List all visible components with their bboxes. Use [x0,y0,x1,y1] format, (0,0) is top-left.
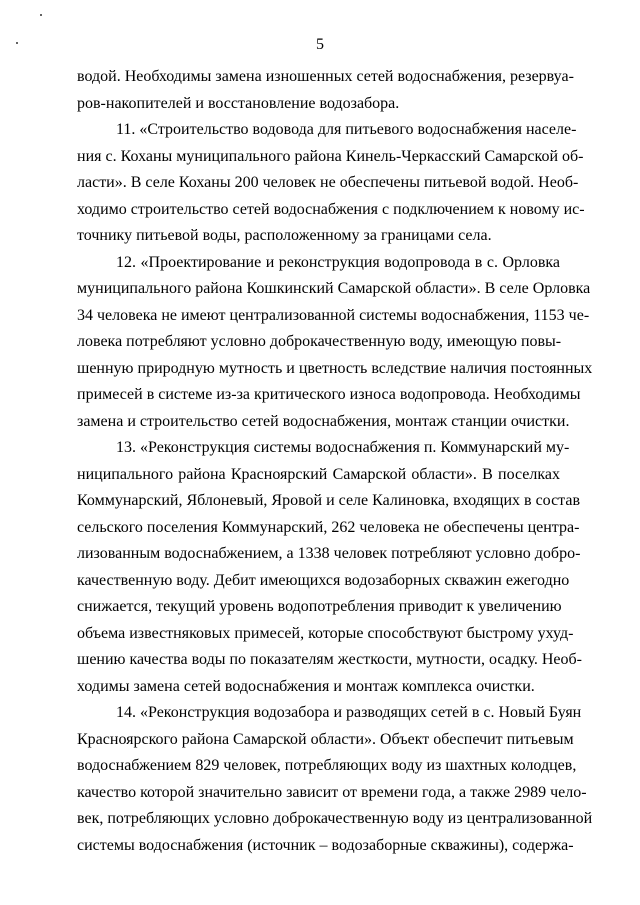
text-line: 14. «Реконструкция водозабора и разводящих сетей в с. Новый Буян [116,704,582,721]
paragraph-item-13 [77,435,582,700]
text-line: 12. «Проектирование и реконструкция водопровода в с. Орловка [116,253,560,271]
text-line: ниципального района Красноярский Самарской области». В поселках [77,465,560,483]
text-line: качественную воду. Дебит имеющихся водозаборных скважин ежегодно [77,571,570,589]
text-line: ласти». В селе Коханы 200 человек не обеспечены питьевой водой. Необ- [77,174,579,191]
text-line: ловека потребляют условно доброкачественную воду, имеющую повы- [77,333,562,350]
text-line: качество которой значительно зависит от времени года, а также 2989 чело- [77,783,587,801]
text-line: системы водоснабжения (источник – водозаборные скважины), содержа- [77,836,574,854]
text-line: ходимы замена сетей водоснабжения и монтаж комплекса очистки. [77,677,535,695]
document-body [77,64,593,859]
text-line: Красноярского района Самарской области». Объект обеспечит питьевым [77,730,574,748]
text-line: муниципального района Кошкинский Самарской области». В селе Орловка [77,280,591,297]
text-line: шению качества воды по показателям жесткости, мутности, осадку. Необ- [77,651,582,668]
text-line: шенную природную мутность и цветность вследствие наличия постоянных [77,359,593,377]
text-line: ния с. Коханы муниципального района Кинель-Черкасский Самарской об- [77,147,584,165]
scan-speck [40,14,42,16]
text-line: век, потребляющих условно доброкачественную воду из централизованной [77,810,593,827]
text-line: точнику питьевой воды, расположенному за границами села. [77,227,492,244]
paragraph-item-12 [77,250,593,436]
text-line: ров-накопителей и восстановление водозабора. [77,94,400,112]
text-line: водоснабжением 829 человек, потребляющих воду из шахтных колодцев, [77,757,577,774]
text-line: замена и строительство сетей водоснабжения, монтаж станции очистки. [77,412,570,430]
text-line: водой. Необходимы замена изношенных сетей водоснабжения, резервуа- [77,68,574,85]
text-line: лизованным водоснабжением, а 1338 человек потребляют условно добро- [77,545,581,562]
text-line: примесей в системе из-за критического износа водопровода. Необходимы [77,386,581,403]
text-line: объема известняковых примесей, которые способствуют быстрому ухуд- [77,624,574,642]
page-number: 5 [316,36,324,53]
text-line: сельского поселения Коммунарский, 262 человека не обеспечены центра- [77,518,580,536]
text-line: снижается, текущий уровень водопотребления приводит к увеличению [77,598,562,615]
text-line: 34 человека не имеют централизованной системы водоснабжения, 1153 че- [77,306,590,324]
paragraph-item-14 [77,700,593,859]
paragraph-continuation [77,64,574,117]
text-line: Коммунарский, Яблоневый, Яровой и селе Калиновка, входящих в состав [77,492,581,509]
text-line: ходимо строительство сетей водоснабжения с подключением к новому ис- [77,200,585,218]
text-line: 11. «Строительство водовода для питьевого водоснабжения населе- [116,121,577,138]
paragraph-item-11 [77,117,585,250]
text-line: 13. «Реконструкция системы водоснабжения п. Коммунарский му- [116,439,570,456]
